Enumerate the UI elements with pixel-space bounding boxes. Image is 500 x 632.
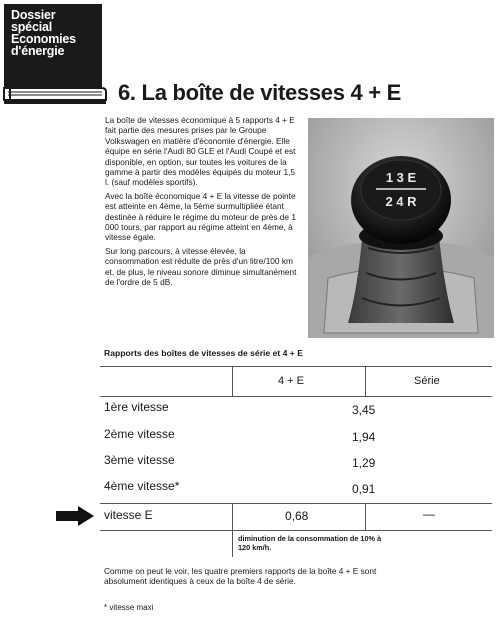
table-rule <box>100 530 492 531</box>
table-rule <box>100 503 492 504</box>
table-rule <box>100 396 492 397</box>
knob-label-bottom: 2 4 R <box>385 194 417 209</box>
footnote: * vitesse maxi <box>104 603 154 612</box>
conclusion-text: Comme on peut le voir, les quatre premiers rapports de la boîte 4 + E sont absolument identiques à ceux de la boîte 4 de série. <box>104 566 377 587</box>
column-divider <box>365 503 366 530</box>
badge-line-1: Dossier <box>11 8 56 22</box>
row-label-3: 3ème vitesse <box>104 453 175 467</box>
column-header-serie: Série <box>414 375 440 387</box>
row-value-4: 0,91 <box>352 482 376 496</box>
column-divider <box>232 366 233 396</box>
row-value-e-4e: 0,68 <box>285 509 309 523</box>
arrow-right-icon <box>56 506 94 526</box>
intro-paragraph-3: Sur long parcours, à vitesse élevée, la consommation est réduite de près d'un litre/100 km et, de plus, le niveau sonore diminue simultanément de l'ordre de 5 dB. <box>105 245 297 288</box>
intro-text <box>105 115 301 291</box>
row-label-2: 2ème vitesse <box>104 427 175 441</box>
page-title: 6. La boîte de vitesses 4 + E <box>118 80 401 105</box>
column-divider <box>365 366 366 396</box>
row-value-2: 1,94 <box>352 430 376 444</box>
gear-knob-photo <box>308 118 494 338</box>
consumption-note: diminution de la consommation de 10% à 120 km/h. <box>238 534 382 552</box>
row-label-1: 1ère vitesse <box>104 400 169 414</box>
row-value-3: 1,29 <box>352 456 376 470</box>
intro-paragraph-2: Avec la boîte économique 4 + E la vitesse de pointe est atteinte en 4ème, la 5ème surmultipliée étant destinée à réduire le régime du moteur de près de 1 000 tours, par rapport au régime atteint en 4ème, à vitesse égale. <box>105 190 296 243</box>
row-label-4: 4ème vitesse* <box>104 479 180 493</box>
table-title: Rapports des boîtes de vitesses de série et 4 + E <box>104 348 303 358</box>
dossier-badge <box>2 2 110 106</box>
gear-ratio-table <box>100 366 492 566</box>
badge-line-2: spécial <box>11 20 52 34</box>
column-divider <box>232 503 233 557</box>
column-header-4e: 4 + E <box>278 375 304 387</box>
badge-line-3: Economies <box>11 32 76 46</box>
badge-line-4: d'énergie <box>11 44 65 58</box>
row-value-e-serie: — <box>423 507 435 521</box>
knob-label-top: 1 3 E <box>385 170 417 185</box>
intro-paragraph-1: La boîte de vitesses économique à 5 rapports 4 + E fait partie des mesures prises par le Groupe Volkswagen en matière d'économie d'énergie. Elle équipe en série l'Audi 80 GLE et l'Audi Coupé et est disponible, en option, sur toutes les voitures de la gamme à partir des modèles équipés du moteur 1,5 l. (sauf modèles sportifs). <box>105 115 296 188</box>
row-label-e: vitesse E <box>104 508 153 522</box>
row-value-1: 3,45 <box>352 403 376 417</box>
gear-knob-image <box>308 118 494 338</box>
table-rule <box>100 366 492 367</box>
